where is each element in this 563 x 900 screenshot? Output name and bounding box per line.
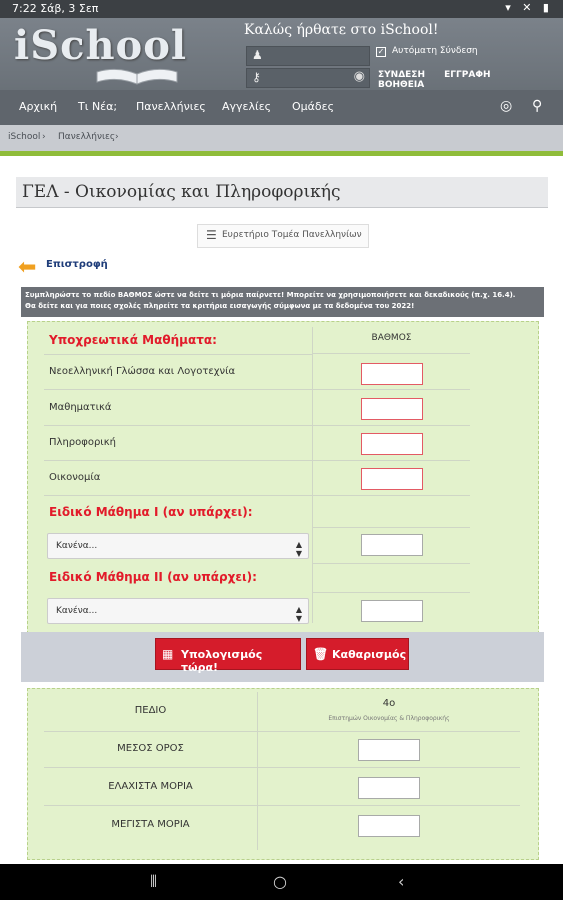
nav-item-panhellenic[interactable]: Πανελλήνιες: [136, 100, 206, 113]
grade-header: ΒΑΘΜΟΣ: [313, 333, 470, 354]
back-icon[interactable]: ‹: [398, 872, 405, 891]
status-icons: ▾ ✕ ▮: [505, 1, 553, 14]
required-subjects-header: Υποχρεωτικά Μαθήματα:: [49, 333, 217, 347]
special-subject-1-select[interactable]: Κανένα... ▲ ▼: [47, 533, 309, 559]
row-divider: [44, 354, 312, 355]
header-links: [378, 70, 563, 90]
breadcrumb-item-home[interactable]: iSchool: [8, 132, 41, 142]
auto-login-checkbox[interactable]: ✓: [377, 47, 385, 56]
row-divider: [313, 389, 470, 390]
nav-item-groups[interactable]: Ομάδες: [292, 100, 335, 113]
row-divider: [313, 425, 470, 426]
grade-input-special-2[interactable]: [361, 600, 423, 622]
chevron-right-icon: ›: [115, 132, 119, 142]
home-icon[interactable]: ○: [273, 872, 287, 891]
info-box: [21, 287, 544, 317]
result-average: [358, 739, 420, 761]
trash-icon: 🗑: [313, 647, 329, 661]
globe-icon[interactable]: ◎: [500, 98, 513, 114]
login-link[interactable]: ΣΥΝΔΕΣΗ: [378, 70, 425, 80]
row-divider: [44, 805, 520, 806]
dropdown-arrow-icon: ▲ ▼: [295, 605, 302, 623]
subject-label: Μαθηματικά: [44, 402, 312, 426]
row-divider: [313, 592, 470, 593]
chevron-right-icon: ›: [42, 132, 46, 142]
password-field[interactable]: [246, 68, 370, 88]
row-divider: [313, 460, 470, 461]
status-time: 7:22 Σάβ, 3 Σεπ: [12, 2, 99, 15]
info-line-1: Συμπληρώστε το πεδίο ΒΑΘΜΟΣ ώστε να δείτε τι μόρια παίρνετε! Μπορείτε να χρησιμοποιήσετε και δεκαδικούς (π.χ. 16.4).: [25, 291, 516, 299]
menu-icon: ☰: [206, 228, 217, 242]
row-divider: [313, 563, 470, 564]
row-divider: [313, 527, 470, 528]
field-label: ΠΕΔΙΟ: [134, 705, 167, 716]
register-link[interactable]: ΕΓΓΡΑΦΗ: [444, 70, 491, 80]
accent-divider: [0, 151, 563, 156]
info-line-2: Θα δείτε και για ποιες σχολές πληρείτε τα κριτήρια εισαγωγής σύμφωνα με τα δεδομένα του 2022!: [25, 302, 415, 310]
subject-label: Πληροφορική: [44, 437, 312, 461]
search-icon[interactable]: ⚲: [532, 98, 543, 114]
username-field[interactable]: [246, 46, 370, 66]
special-subject-1-header: Ειδικό Μάθημα Ι (αν υπάρχει):: [49, 505, 253, 519]
key-icon: ⚷: [252, 70, 261, 84]
index-button[interactable]: ☰ Ευρετήριο Τομέα Πανελληνίων: [197, 224, 369, 248]
row-divider: [44, 767, 520, 768]
field-subtitle: Επιστημών Οικονομίας & Πληροφορικής: [328, 715, 450, 722]
page-title: ΓΕΛ - Οικονομίας και Πληροφορικής: [22, 182, 341, 202]
status-bar: [0, 0, 563, 18]
dropdown-arrow-icon: ▲ ▼: [295, 540, 302, 558]
special-subject-2-header: Ειδικό Μάθημα ΙΙ (αν υπάρχει):: [49, 570, 257, 584]
back-arrow-icon[interactable]: ⬅: [18, 255, 37, 280]
breadcrumb: [0, 125, 563, 151]
nav-item-news[interactable]: Τι Νέα;: [78, 100, 118, 113]
calculator-icon: ▦: [162, 647, 174, 661]
site-logo[interactable]: iSchool: [14, 22, 188, 69]
site-header: [0, 18, 563, 90]
user-icon: ♟: [252, 48, 263, 62]
nav-item-home[interactable]: Αρχική: [19, 100, 58, 113]
breadcrumb-item-panhellenic[interactable]: Πανελλήνιες: [58, 132, 116, 142]
grade-input-greek[interactable]: [361, 363, 423, 385]
grade-input-economics[interactable]: [361, 468, 423, 490]
subject-label: Οικονομία: [44, 472, 312, 496]
field-value: 4ο: [382, 698, 396, 709]
calculate-button[interactable]: ▦ Υπολογισμός τώρα!: [155, 638, 301, 670]
recents-icon[interactable]: ⦀: [150, 872, 158, 891]
subject-label: Νεοελληνική Γλώσσα και Λογοτεχνία: [44, 366, 312, 390]
back-link[interactable]: Επιστροφή: [46, 259, 108, 270]
clear-button[interactable]: 🗑 Καθαρισμός: [306, 638, 409, 670]
help-link[interactable]: ΒΟΗΘΕΙΑ: [378, 80, 425, 90]
welcome-text: Καλώς ήρθατε στο iSchool!: [244, 22, 439, 38]
result-label-average: ΜΕΣΟΣ ΟΡΟΣ: [117, 743, 184, 754]
eye-icon[interactable]: ◉: [353, 69, 365, 84]
row-divider: [313, 495, 470, 496]
page-title-box: [16, 177, 548, 208]
result-min: [358, 777, 420, 799]
special-subject-2-select[interactable]: Κανένα... ▲ ▼: [47, 598, 309, 624]
result-max: [358, 815, 420, 837]
grade-input-math[interactable]: [361, 398, 423, 420]
result-label-min: ΕΛΑΧΙΣΤΑ ΜΟΡΙΑ: [108, 781, 193, 792]
column-divider: [312, 327, 313, 623]
result-label-max: ΜΕΓΙΣΤΑ ΜΟΡΙΑ: [111, 819, 190, 830]
grade-input-informatics[interactable]: [361, 433, 423, 455]
book-icon: [95, 66, 179, 86]
row-divider: [44, 731, 520, 732]
grade-input-special-1[interactable]: [361, 534, 423, 556]
main-nav: [0, 90, 563, 125]
auto-login[interactable]: ✓ Αυτόματη Σύνδεση: [377, 46, 478, 56]
system-nav-bar: [0, 864, 563, 900]
nav-item-ads[interactable]: Αγγελίες: [222, 100, 272, 113]
